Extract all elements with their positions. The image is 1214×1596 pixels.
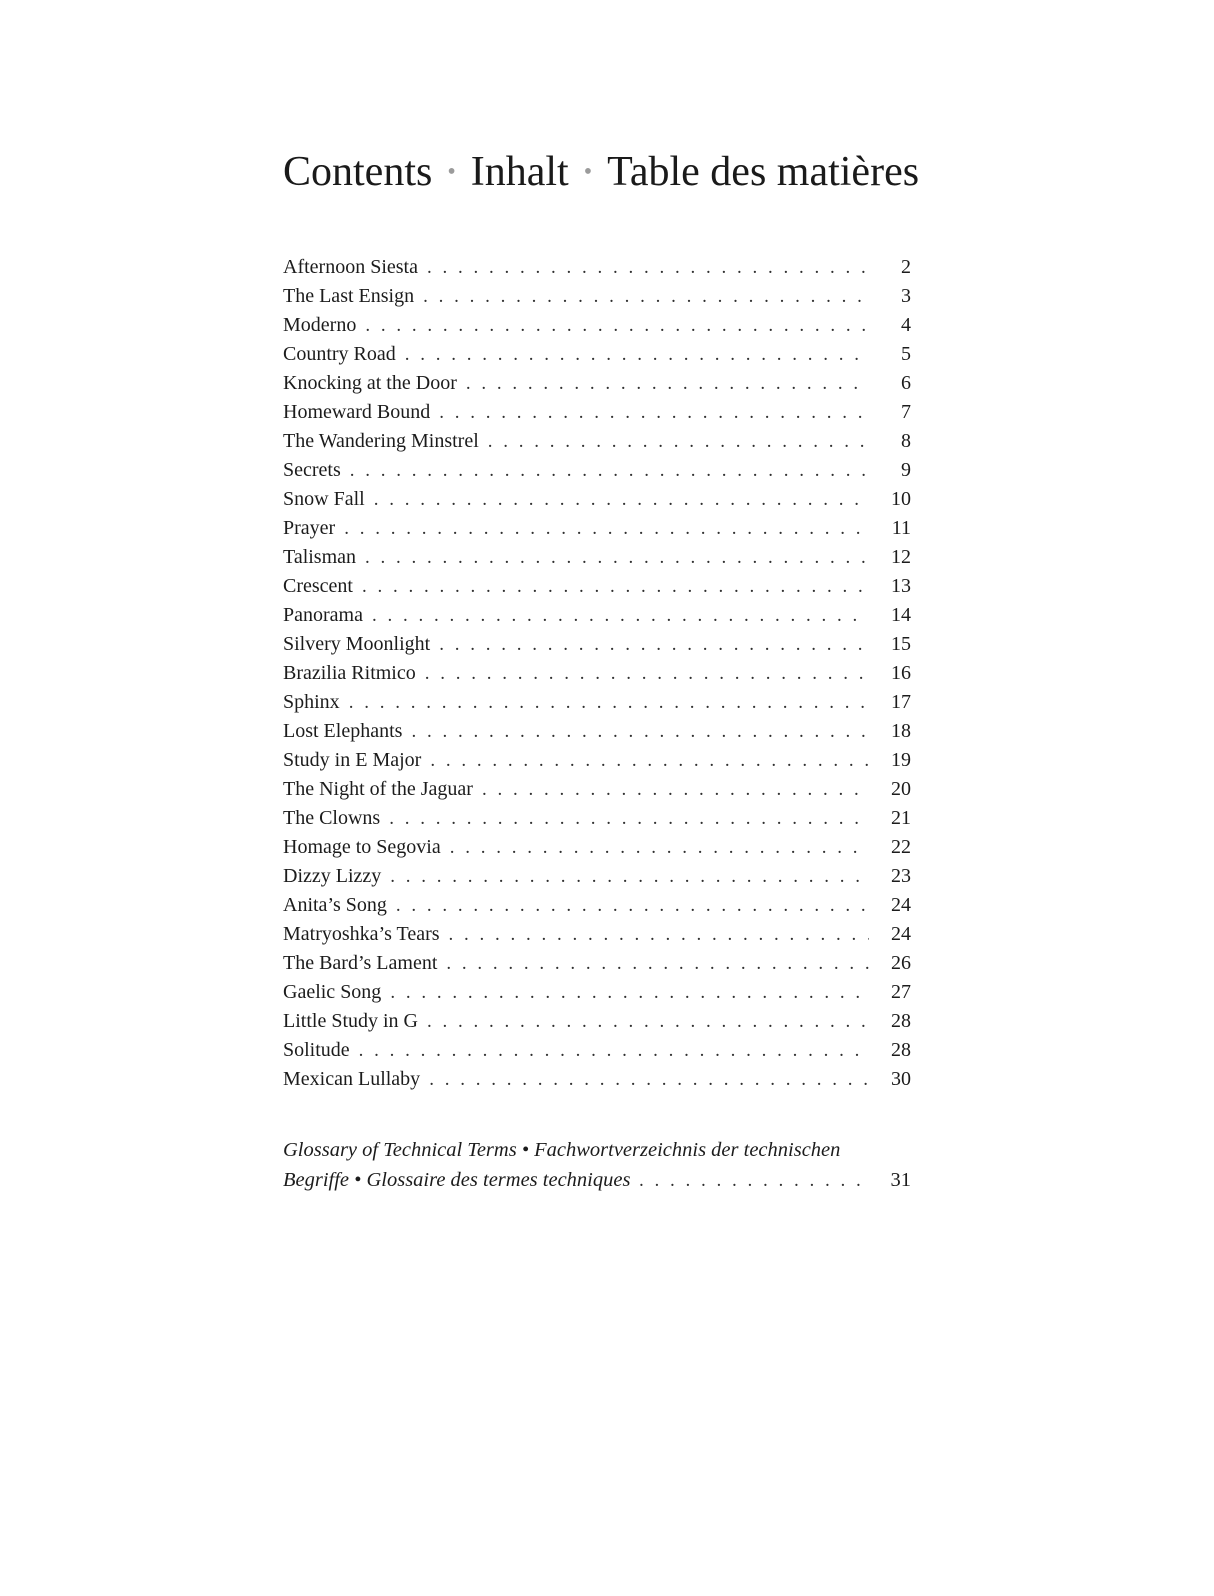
toc-entry	[283, 1007, 911, 1036]
toc-entry-page: 4	[901, 314, 911, 336]
toc-entry-page: 22	[891, 836, 911, 858]
toc-entry-page: 17	[891, 691, 911, 713]
toc-entry	[283, 978, 911, 1007]
toc-entry-title: Study in E Major	[283, 749, 422, 771]
toc-entry-title: Brazilia Ritmico	[283, 662, 416, 684]
toc-entry-title: Matryoshka’s Tears	[283, 923, 440, 945]
toc-entry	[283, 601, 911, 630]
page-title-german: Inhalt	[470, 149, 569, 195]
toc-entry-title: Gaelic Song	[283, 981, 382, 1003]
toc-entry	[283, 833, 911, 862]
toc-entry-title: Prayer	[283, 517, 336, 539]
dot-leader	[449, 920, 869, 949]
toc-entry	[283, 253, 911, 282]
toc-entry	[283, 688, 911, 717]
dot-leader	[372, 601, 869, 630]
toc-entry-page: 15	[891, 633, 911, 655]
dot-leader	[411, 717, 869, 746]
toc-entry	[283, 340, 911, 369]
toc-entry-page: 2	[901, 256, 911, 278]
toc-entry-page: 14	[891, 604, 911, 626]
toc-entry-page: 9	[901, 459, 911, 481]
dot-leader	[350, 456, 869, 485]
dot-leader	[344, 514, 869, 543]
toc-entry-page: 24	[891, 894, 911, 916]
toc-entry-title: Knocking at the Door	[283, 372, 457, 394]
dot-leader	[405, 340, 869, 369]
dot-leader	[466, 369, 869, 398]
toc-entry	[283, 659, 911, 688]
toc-entry-title: Afternoon Siesta	[283, 256, 418, 278]
toc-entry	[283, 398, 911, 427]
toc-entry-page: 30	[891, 1068, 911, 1090]
toc-entry-page: 20	[891, 778, 911, 800]
page-title-english: Contents	[283, 149, 433, 195]
toc-entry-page: 7	[901, 401, 911, 423]
toc-entry	[283, 746, 911, 775]
toc-entry-title: Snow Fall	[283, 488, 365, 510]
dot-leader	[482, 775, 869, 804]
dot-leader	[349, 688, 869, 717]
toc-entry	[283, 1065, 911, 1094]
toc-entry-page: 12	[891, 546, 911, 568]
glossary-entry	[283, 1135, 911, 1196]
toc-entry-page: 6	[901, 372, 911, 394]
title-bullet-icon: •	[447, 159, 456, 185]
toc-entry-page: 24	[891, 923, 911, 945]
toc-entry-page: 5	[901, 343, 911, 365]
toc-entry-title: Talisman	[283, 546, 357, 568]
toc-entry-page: 10	[891, 488, 911, 510]
toc-entry-title: Little Study in G	[283, 1010, 418, 1032]
toc-entry	[283, 920, 911, 949]
toc-entry-page: 18	[891, 720, 911, 742]
glossary-line-2-text: Begriffe • Glossaire des termes techniques	[283, 1169, 631, 1191]
toc-entry	[283, 311, 911, 340]
dot-leader	[390, 862, 869, 891]
toc-entry	[283, 514, 911, 543]
toc-entry-page: 11	[891, 517, 911, 539]
dot-leader	[390, 978, 869, 1007]
dot-leader	[639, 1165, 869, 1196]
toc-entry-title: Homage to Segovia	[283, 836, 441, 858]
toc-entry-page: 21	[891, 807, 911, 829]
dot-leader	[439, 398, 869, 427]
toc-entry-title: Solitude	[283, 1039, 350, 1061]
toc-entry	[283, 804, 911, 833]
toc-entry-title: Dizzy Lizzy	[283, 865, 382, 887]
toc-entry-title: Crescent	[283, 575, 353, 597]
toc-entry-title: Lost Elephants	[283, 720, 403, 742]
table-of-contents	[283, 253, 911, 1094]
toc-entry-page: 16	[891, 662, 911, 684]
toc-entry-title: Panorama	[283, 604, 363, 626]
dot-leader	[446, 949, 869, 978]
toc-entry-page: 23	[891, 865, 911, 887]
page-title-french: Table des matières	[607, 149, 920, 195]
dot-leader	[423, 282, 869, 311]
dot-leader	[425, 659, 869, 688]
dot-leader	[450, 833, 869, 862]
dot-leader	[427, 1007, 869, 1036]
toc-entry	[283, 282, 911, 311]
toc-entry-page: 8	[901, 430, 911, 452]
toc-entry-title: Silvery Moonlight	[283, 633, 431, 655]
page-title	[283, 146, 920, 198]
toc-entry	[283, 862, 911, 891]
toc-entry	[283, 891, 911, 920]
toc-entry-title: The Bard’s Lament	[283, 952, 438, 974]
toc-entry-page: 28	[891, 1039, 911, 1061]
toc-entry	[283, 485, 911, 514]
dot-leader	[362, 572, 869, 601]
toc-entry	[283, 572, 911, 601]
toc-entry-page: 28	[891, 1010, 911, 1032]
toc-entry-title: The Clowns	[283, 807, 381, 829]
toc-entry	[283, 775, 911, 804]
dot-leader	[359, 1036, 869, 1065]
dot-leader	[488, 427, 869, 456]
dot-leader	[427, 253, 869, 282]
toc-entry-title: Country Road	[283, 343, 396, 365]
page-content	[283, 146, 920, 1196]
toc-entry	[283, 1036, 911, 1065]
toc-entry	[283, 630, 911, 659]
toc-entry-title: The Wandering Minstrel	[283, 430, 479, 452]
toc-entry	[283, 427, 911, 456]
toc-entry	[283, 949, 911, 978]
toc-entry-page: 26	[891, 952, 911, 974]
toc-entry-title: The Night of the Jaguar	[283, 778, 473, 800]
dot-leader	[374, 485, 869, 514]
toc-entry-page: 3	[901, 285, 911, 307]
toc-entry-page: 13	[891, 575, 911, 597]
toc-entry-page: 19	[891, 749, 911, 771]
dot-leader	[365, 311, 869, 340]
toc-entry-title: Homeward Bound	[283, 401, 431, 423]
dot-leader	[365, 543, 869, 572]
title-bullet-icon: •	[583, 159, 593, 185]
toc-entry	[283, 456, 911, 485]
toc-entry	[283, 543, 911, 572]
toc-entry-title: Anita’s Song	[283, 894, 387, 916]
toc-entry-title: Moderno	[283, 314, 357, 336]
glossary-line-1: Glossary of Technical Terms • Fachwortverzeichnis der technischen	[283, 1139, 841, 1161]
dot-leader	[396, 891, 869, 920]
toc-entry	[283, 717, 911, 746]
toc-entry-title: Mexican Lullaby	[283, 1068, 421, 1090]
toc-entry-title: The Last Ensign	[283, 285, 415, 307]
toc-entry-title: Secrets	[283, 459, 341, 481]
toc-entry	[283, 369, 911, 398]
toc-entry-page: 27	[891, 981, 911, 1003]
glossary-page: 31	[890, 1169, 911, 1191]
toc-entry-title: Sphinx	[283, 691, 340, 713]
dot-leader	[429, 1065, 869, 1094]
dot-leader	[389, 804, 869, 833]
dot-leader	[439, 630, 869, 659]
dot-leader	[430, 746, 869, 775]
glossary-line-2	[283, 1165, 911, 1196]
